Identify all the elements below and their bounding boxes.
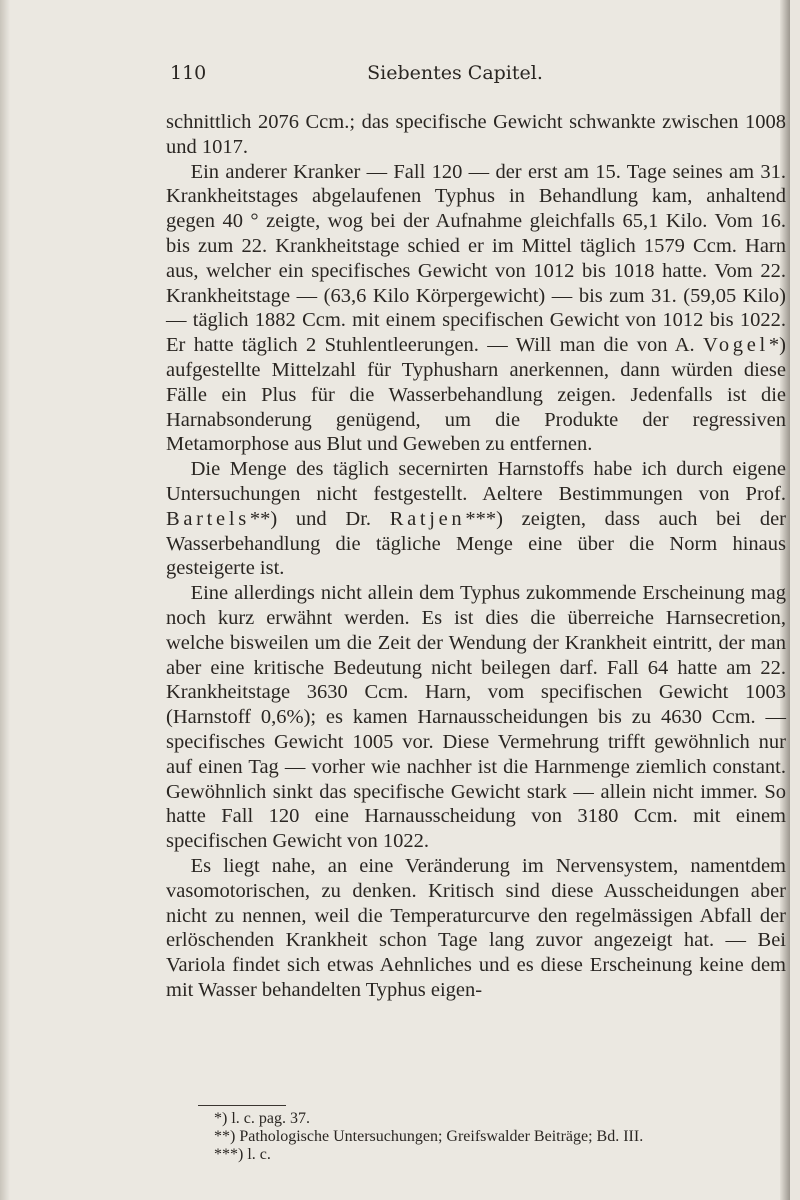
author-name: Vogel xyxy=(703,334,769,357)
page-header xyxy=(170,62,740,92)
paragraph xyxy=(166,581,786,854)
page-gutter-shadow xyxy=(0,0,10,1200)
text-segment: Die Menge des täglich secernirten Harnstoffs habe ich durch eigene Untersuchungen nicht festgestellt. Aeltere Bestimmungen von Prof. xyxy=(166,458,786,505)
paragraph xyxy=(166,854,786,1003)
text-segment: ***) zeigten, dass auch bei der Wasserbehandlung die tägliche Menge eine über die Norm hinaus gesteigerte ist. xyxy=(166,507,786,580)
footnote: *) l. c. pag. 37. xyxy=(214,1110,310,1127)
paragraph xyxy=(166,457,786,581)
footnote-rule xyxy=(198,1105,286,1106)
paragraph xyxy=(166,160,786,458)
author-name: Ratjen xyxy=(389,507,466,530)
text-segment: Ein anderer Kranker — Fall 120 — der erst am 15. Tage seines am 31. Krankheitstages abgelaufenen Typhus in Behandlung kam, anhaltend gegen 40 ° zeigte, wog bei der Aufnahme gleichfalls 65,1 Kilo. Vom 16. bis zum 22. Krankheitstage schied er im Mittel täglich 1579 Ccm. Harn aus, welcher ein specifisches Gewicht von 1012 bis 1018 hatte. Vom 22. Krankheitstage — (63,6 Kilo Körpergewicht) — bis zum 31. (59,05 Kilo) — täglich 1882 Ccm. mit einem specifischen Gewicht von 1012 bis 1022. Er hatte täglich 2 Stuhlentleerungen. — Will man die von A. xyxy=(166,160,786,357)
author-name: Bartels xyxy=(166,507,250,530)
text-segment: Es liegt nahe, an eine Veränderung im Nervensystem, namentdem vasomotorischen, zu denken. Kritisch sind diese Ausscheidungen aber nicht zu nennen, weil die Temperaturcurve den regelmässigen Abfall der erlöschenden Krankheit schon Tage lang zuvor angezeigt hat. — Bei Variola findet sich etwas Aehnliches und es diese Erscheinung keine dem mit Wasser behandelten Typhus eigen- xyxy=(166,854,786,1001)
footnote: ***) l. c. xyxy=(214,1146,271,1163)
text-segment: schnittlich 2076 Ccm.; das specifische Gewicht schwankte zwischen 1008 und 1017. xyxy=(166,111,786,158)
page-number: 110 xyxy=(170,62,207,84)
text-segment: **) und Dr. xyxy=(249,507,390,530)
text-segment: *) aufgestellte Mittelzahl für Typhusharn anerkennen, dann würden diese Fälle ein Plus für die Wasserbehandlung zeigen. Jedenfalls ist die Harnabsonderung genügend, um die Produkte der regressiven Metamorphose aus Blut und Geweben zu entfernen. xyxy=(166,334,786,456)
body-text xyxy=(166,110,786,1003)
paragraph xyxy=(166,110,786,160)
running-head: Siebentes Capitel. xyxy=(367,62,543,84)
footnote: **) Pathologische Untersuchungen; Greifswalder Beiträge; Bd. III. xyxy=(214,1128,644,1145)
text-segment: Eine allerdings nicht allein dem Typhus zukommende Erscheinung mag noch kurz erwähnt werden. Es ist dies die überreiche Harnsecretion, welche bisweilen um die Zeit der Wendung der Krankheit eintritt, der man aber eine kritische Bedeutung nicht beilegen darf. Fall 64 hatte am 22. Krankheitstage 3630 Ccm. Harn, vom specifischen Gewicht 1003 (Harnstoff 0,6%); es kamen Harnausscheidungen bis zu 4630 Ccm. — specifisches Gewicht 1005 vor. Diese Vermehrung trifft gewöhnlich nur auf einen Tag — vorher wie nachher ist die Harnmenge ziemlich constant. Gewöhnlich sinkt das specifische Gewicht stark — allein nicht immer. So hatte Fall 120 eine Harnausscheidung von 3180 Ccm. mit einem specifischen Gewicht von 1022. xyxy=(166,582,786,853)
footnotes xyxy=(214,1110,774,1164)
